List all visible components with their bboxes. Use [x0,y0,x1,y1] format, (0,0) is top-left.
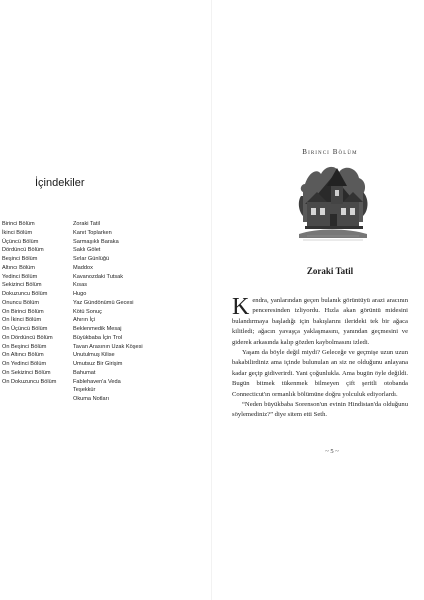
paragraph: Yaşam da böyle değil miydi? Geleceğe ve geçmişe uzun uzun bakabilirdiniz ama içinde bulunulan an siz ne olduğunu anlayana kadar geçip gidiverirdi. Yani çoğunlukla. Ama bugün öyle değildi. Bugün bitmek tükenmek bilmeyen çift şeritli otobanda Connecticut'ın ormanlık bölümüne doğru yolculuk ediyorlardı. [232,349,408,398]
toc-entry-title: Yaz Gündönümü Gecesi [73,299,134,306]
drop-cap: K [232,294,250,320]
toc-entry-title: Bahumat [73,369,96,376]
toc-chapter: On İkinci Bölüm [2,317,42,324]
toc-chapter: On Üçüncü Bölüm [2,326,48,332]
toc-title: İçindekiler [35,177,85,189]
toc-entry-title: Hugo [73,291,87,297]
toc-entry-title: Sırlar Günlüğü [73,256,110,262]
toc-chapter: Altıncı Bölüm [2,264,35,271]
paragraph-text: endra, yanlarından geçen bulanık görüntüyü arazi aracının penceresinden izliyordu. Hızla akan görüntü midesini bulandırmaya başladığı için bakışlarını ilerideki tek bir ağaca kilitledi; ağacın yavaşça yaklaşmasını, yanından geçmesini ve giderek arkasında kalıp gözden kaybolmasını izledi. [232,297,408,346]
toc-entry-title: Saklı Gölet [73,247,101,254]
chapter-heading: Birinci Bölüm [302,148,358,156]
paragraph [232,296,408,348]
toc-chapter: On Dokuzuncu Bölüm [2,378,57,385]
toc-entry-title: Büyükbaba İçin Trol [73,334,123,341]
toc-chapter: On Altıncı Bölüm [2,352,44,359]
page-number: ~ 5 ~ [325,448,339,455]
chapter-body [232,296,408,421]
toc-chapter: Birinci Bölüm [2,221,35,227]
toc-chapter: Beşinci Bölüm [2,256,38,262]
paragraph: “Neden büyükbaba Sorenson'un evinin Hindistan'da olduğunu söylemediniz?” diye sitem etti Seth. [232,401,408,419]
toc-title-list [73,220,143,404]
toc-chapter: Üçüncü Bölüm [2,238,39,245]
toc-entry-title: Ahırın İçi [73,317,96,324]
toc-chapter-list [2,220,56,386]
toc-entry-title: Teşekkür [73,387,96,394]
toc-entry-title: Beklenmedik Mesaj [73,326,122,332]
toc-entry-title: Kötü Sonuç [73,308,102,315]
toc-chapter: Dördüncü Bölüm [2,247,44,254]
toc-chapter: On Yedinci Bölüm [2,361,47,367]
toc-entry-title: Okuma Notları [73,396,110,402]
toc-entry-title: Kanıt Toplarken [73,229,112,236]
toc-chapter: Yedinci Bölüm [2,273,38,280]
toc-entry-title: Maddox [73,264,93,271]
toc-chapter: On Dördüncü Bölüm [2,334,53,341]
toc-entry-title: Tavan Arasının Uzak Köşesi [73,343,143,350]
chapter-title: Zoraki Tatil [306,266,354,276]
toc-chapter: On Beşinci Bölüm [2,343,47,350]
toc-entry-title: Unutulmuş Kilise [73,352,115,359]
toc-chapter: Onuncu Bölüm [2,299,40,306]
toc-chapter: On Sekizinci Bölüm [2,369,51,376]
toc-chapter: Dokuzuncu Bölüm [2,291,48,297]
toc-entry-title: Zoraki Tatil [73,221,100,227]
toc-chapter: Sekizinci Bölüm [2,282,42,289]
house-illustration [297,162,369,250]
toc-entry-title: Kavanozdaki Tutsak [73,273,124,280]
toc-entry-title: Umutsuz Bir Girişim [73,361,123,367]
toc-entry-title: Fablehaven'a Veda [73,378,121,385]
toc-entry-title: Sarmaşıklı Baraka [73,238,119,245]
toc-entry-title: Kısas [73,282,87,289]
toc-chapter: İkinci Bölüm [2,229,33,236]
toc-chapter: On Birinci Bölüm [2,308,44,315]
